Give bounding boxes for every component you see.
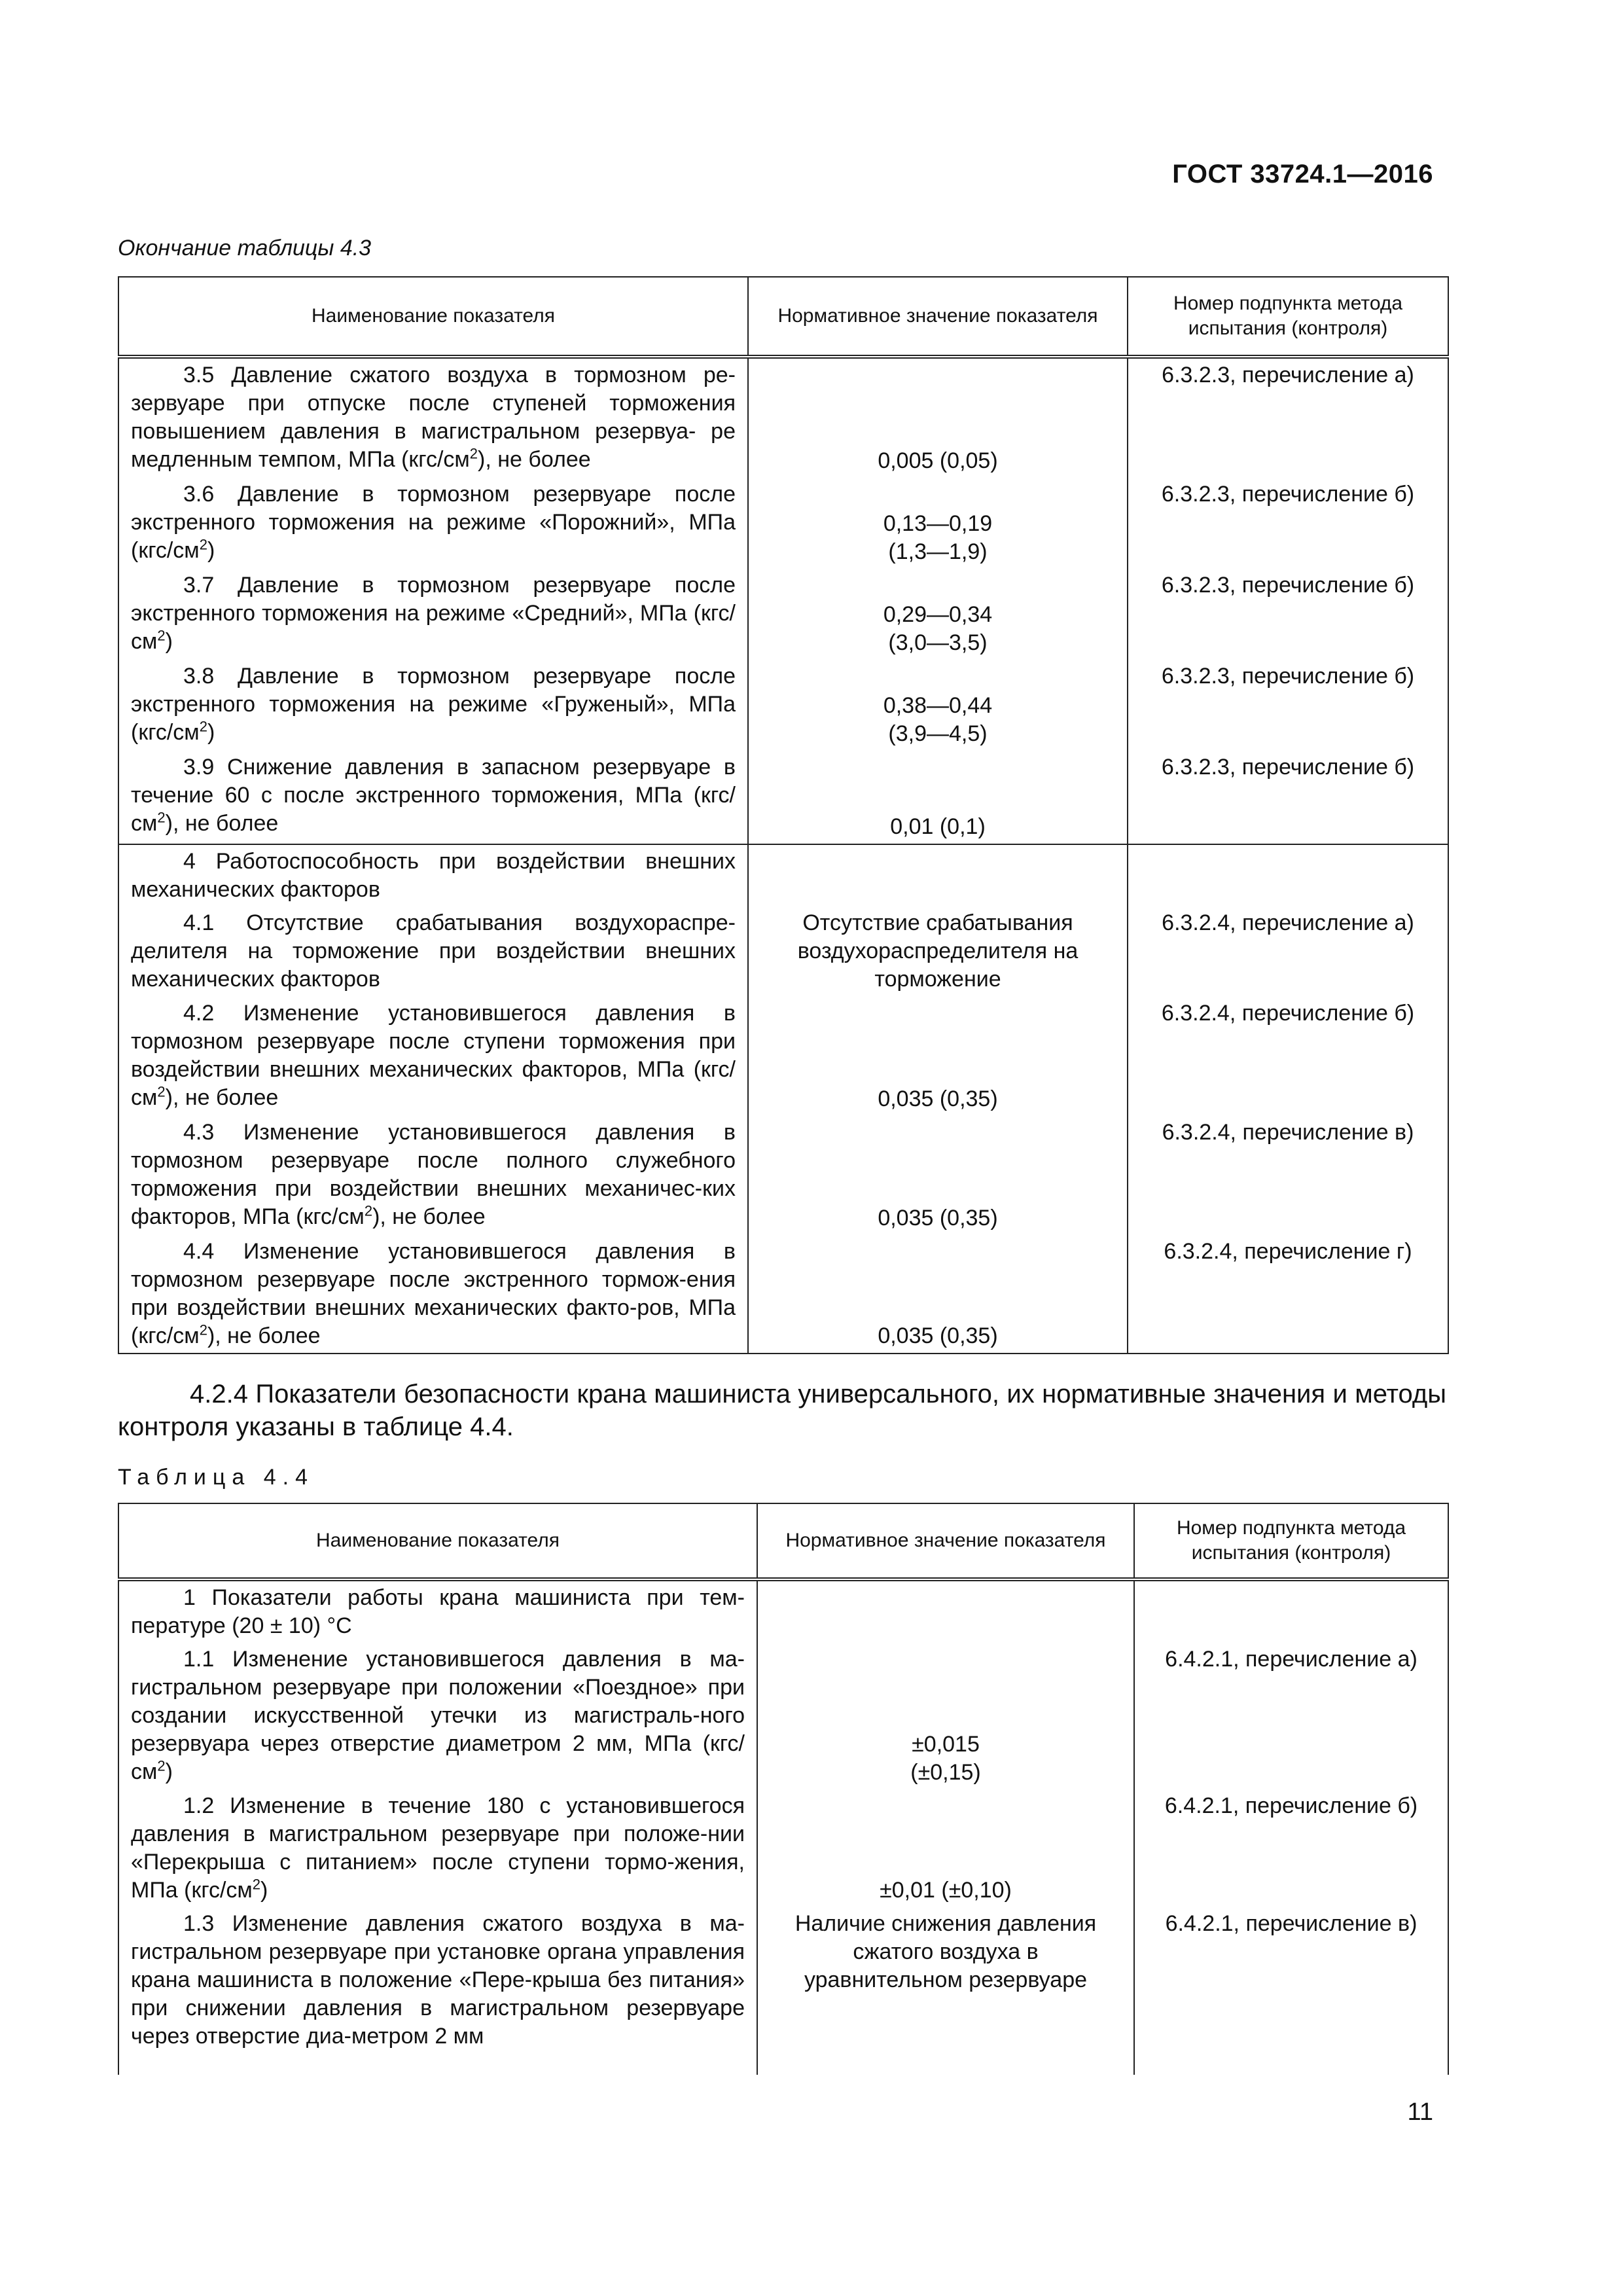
test-method-cell: 6.3.2.4, перечисление б): [1128, 997, 1448, 1116]
norm-value-cell: [757, 1579, 1134, 1643]
indicator-cell: 4.2 Изменение установившегося давления в тормозном резервуаре после ступени торможения при воздействии внешних механических факторов, МПа $(кгс/см^2)$, не более: [118, 997, 748, 1116]
norm-value-cell: 0,29—0,34 (3,0—3,5): [748, 569, 1128, 660]
indicator-group-cell: 4 Работоспособность при воздействии внешних механических факторов: [118, 844, 748, 906]
page-number: 11: [1407, 2098, 1433, 2126]
indicator-cell: 3.6 Давление в тормозном резервуаре после экстренного торможения на режиме «Порожний», МПа $(кгс/см^2)$: [118, 478, 748, 569]
table-4-4: [118, 1503, 1449, 2075]
test-method-cell: 6.4.2.1, перечисление а): [1134, 1643, 1448, 1789]
norm-value-cell: 0,035 (0,35): [748, 997, 1128, 1116]
norm-value-cell: 0,005 (0,05): [748, 357, 1128, 478]
table-row: [118, 997, 1448, 1116]
table-row: [118, 1579, 1448, 1643]
indicator-cell: 3.7 Давление в тормозном резервуаре после экстренного торможения на режиме «Средний», МПа $(кгс/см^2)$: [118, 569, 748, 660]
column-header-norm-value: Нормативное значение показателя: [757, 1503, 1134, 1579]
table-row: [118, 906, 1448, 997]
column-header-test-method: Номер подпункта метода испытания (контроля): [1134, 1503, 1448, 1579]
paragraph-4-2-4: 4.2.4 Показатели безопасности крана машиниста универсального, их нормативные значения и методы контроля указаны в таблице 4.4.: [118, 1380, 1446, 1441]
test-method-cell: 6.3.2.4, перечисление г): [1128, 1235, 1448, 1354]
table-row: [118, 1235, 1448, 1354]
table-4-3: [118, 276, 1449, 1354]
norm-value-cell: ±0,015 (±0,15): [757, 1643, 1134, 1789]
norm-value-cell: Наличие снижения давления сжатого воздуха в уравнительном резервуаре: [757, 1907, 1134, 2075]
test-method-cell: 6.3.2.3, перечисление а): [1128, 357, 1448, 478]
norm-value-cell: ±0,01 (±0,10): [757, 1789, 1134, 1907]
table-row: [118, 478, 1448, 569]
table-row: [118, 1789, 1448, 1907]
norm-value-cell: 0,035 (0,35): [748, 1116, 1128, 1235]
norm-value-cell: 0,13—0,19 (1,3—1,9): [748, 478, 1128, 569]
indicator-cell: 4.3 Изменение установившегося давления в тормозном резервуаре после полного служебного торможения при воздействии внешних механичес-ких факторов, МПа $(кгс/см^2)$, не более: [118, 1116, 748, 1235]
indicator-group-cell: 1 Показатели работы крана машиниста при тем-пературе (20 ± 10) °С: [118, 1579, 757, 1643]
test-method-cell: 6.4.2.1, перечисление б): [1134, 1789, 1448, 1907]
test-method-cell: 6.3.2.4, перечисление а): [1128, 906, 1448, 997]
indicator-cell: 3.8 Давление в тормозном резервуаре после экстренного торможения на режиме «Груженый», МПа $(кгс/см^2)$: [118, 660, 748, 751]
table-4-3-caption: Окончание таблицы 4.3: [118, 236, 372, 260]
table-row: [118, 569, 1448, 660]
table-row: [118, 1907, 1448, 2075]
table-row: [118, 844, 1448, 906]
norm-value-cell: [748, 844, 1128, 906]
indicator-cell: 3.9 Снижение давления в запасном резервуаре в течение 60 с после экстренного торможения, МПа $(кгс/см^2)$, не более: [118, 751, 748, 844]
indicator-cell: 4.1 Отсутствие срабатывания воздухораспре-делителя на торможение при воздействии внешних механических факторов: [118, 906, 748, 997]
test-method-cell: 6.3.2.3, перечисление б): [1128, 751, 1448, 844]
norm-value-cell: Отсутствие срабатывания воздухораспределителя на торможение: [748, 906, 1128, 997]
indicator-cell: 3.5 Давление сжатого воздуха в тормозном ре- зервуаре при отпуске после ступеней торможения повышением давления в магистральном резервуа- ре медленным темпом, МПа $(кгс/см^2)$, не более: [118, 357, 748, 478]
indicator-cell: 1.3 Изменение давления сжатого воздуха в ма-гистральном резервуаре при установке органа управления крана машиниста в положение «Пере-крыша без питания» при снижении давления в магистральном резервуаре через отверстие диа-метром 2 мм: [118, 1907, 757, 2075]
column-header-indicator: Наименование показателя: [118, 277, 748, 357]
table-4-4-caption: Таблица 4.4: [118, 1465, 315, 1490]
document-id-header: ГОСТ 33724.1—2016: [1172, 160, 1433, 188]
test-method-cell: [1134, 1579, 1448, 1643]
indicator-cell: 4.4 Изменение установившегося давления в тормозном резервуаре после экстренного тормож-ения при воздействии внешних механических факто-ров, МПа $(кгс/см^2)$, не более: [118, 1235, 748, 1354]
test-method-cell: 6.4.2.1, перечисление в): [1134, 1907, 1448, 2075]
test-method-cell: 6.3.2.3, перечисление б): [1128, 478, 1448, 569]
column-header-test-method: Номер подпункта метода испытания (контроля): [1128, 277, 1448, 357]
norm-value-cell: 0,38—0,44 (3,9—4,5): [748, 660, 1128, 751]
norm-value-cell: 0,01 (0,1): [748, 751, 1128, 844]
table-row: [118, 357, 1448, 478]
test-method-cell: 6.3.2.3, перечисление б): [1128, 660, 1448, 751]
column-header-indicator: Наименование показателя: [118, 1503, 757, 1579]
table-row: [118, 1116, 1448, 1235]
table-row: [118, 1643, 1448, 1789]
table-row: [118, 660, 1448, 751]
column-header-norm-value: Нормативное значение показателя: [748, 277, 1128, 357]
table-row: [118, 751, 1448, 844]
test-method-cell: 6.3.2.3, перечисление б): [1128, 569, 1448, 660]
indicator-cell: 1.2 Изменение в течение 180 с установившегося давления в магистральном резервуаре при положе-нии «Перекрыша с питанием» после ступени тормо-жения, МПа $(кгс/см^2)$: [118, 1789, 757, 1907]
norm-value-cell: 0,035 (0,35): [748, 1235, 1128, 1354]
indicator-cell: 1.1 Изменение установившегося давления в ма-гистральном резервуаре при положении «Поездное» при создании искусственной утечки из магистраль-ного резервуара через отверстие диаметром 2 мм, МПа $(кгс/см^2)$: [118, 1643, 757, 1789]
test-method-cell: [1128, 844, 1448, 906]
test-method-cell: 6.3.2.4, перечисление в): [1128, 1116, 1448, 1235]
